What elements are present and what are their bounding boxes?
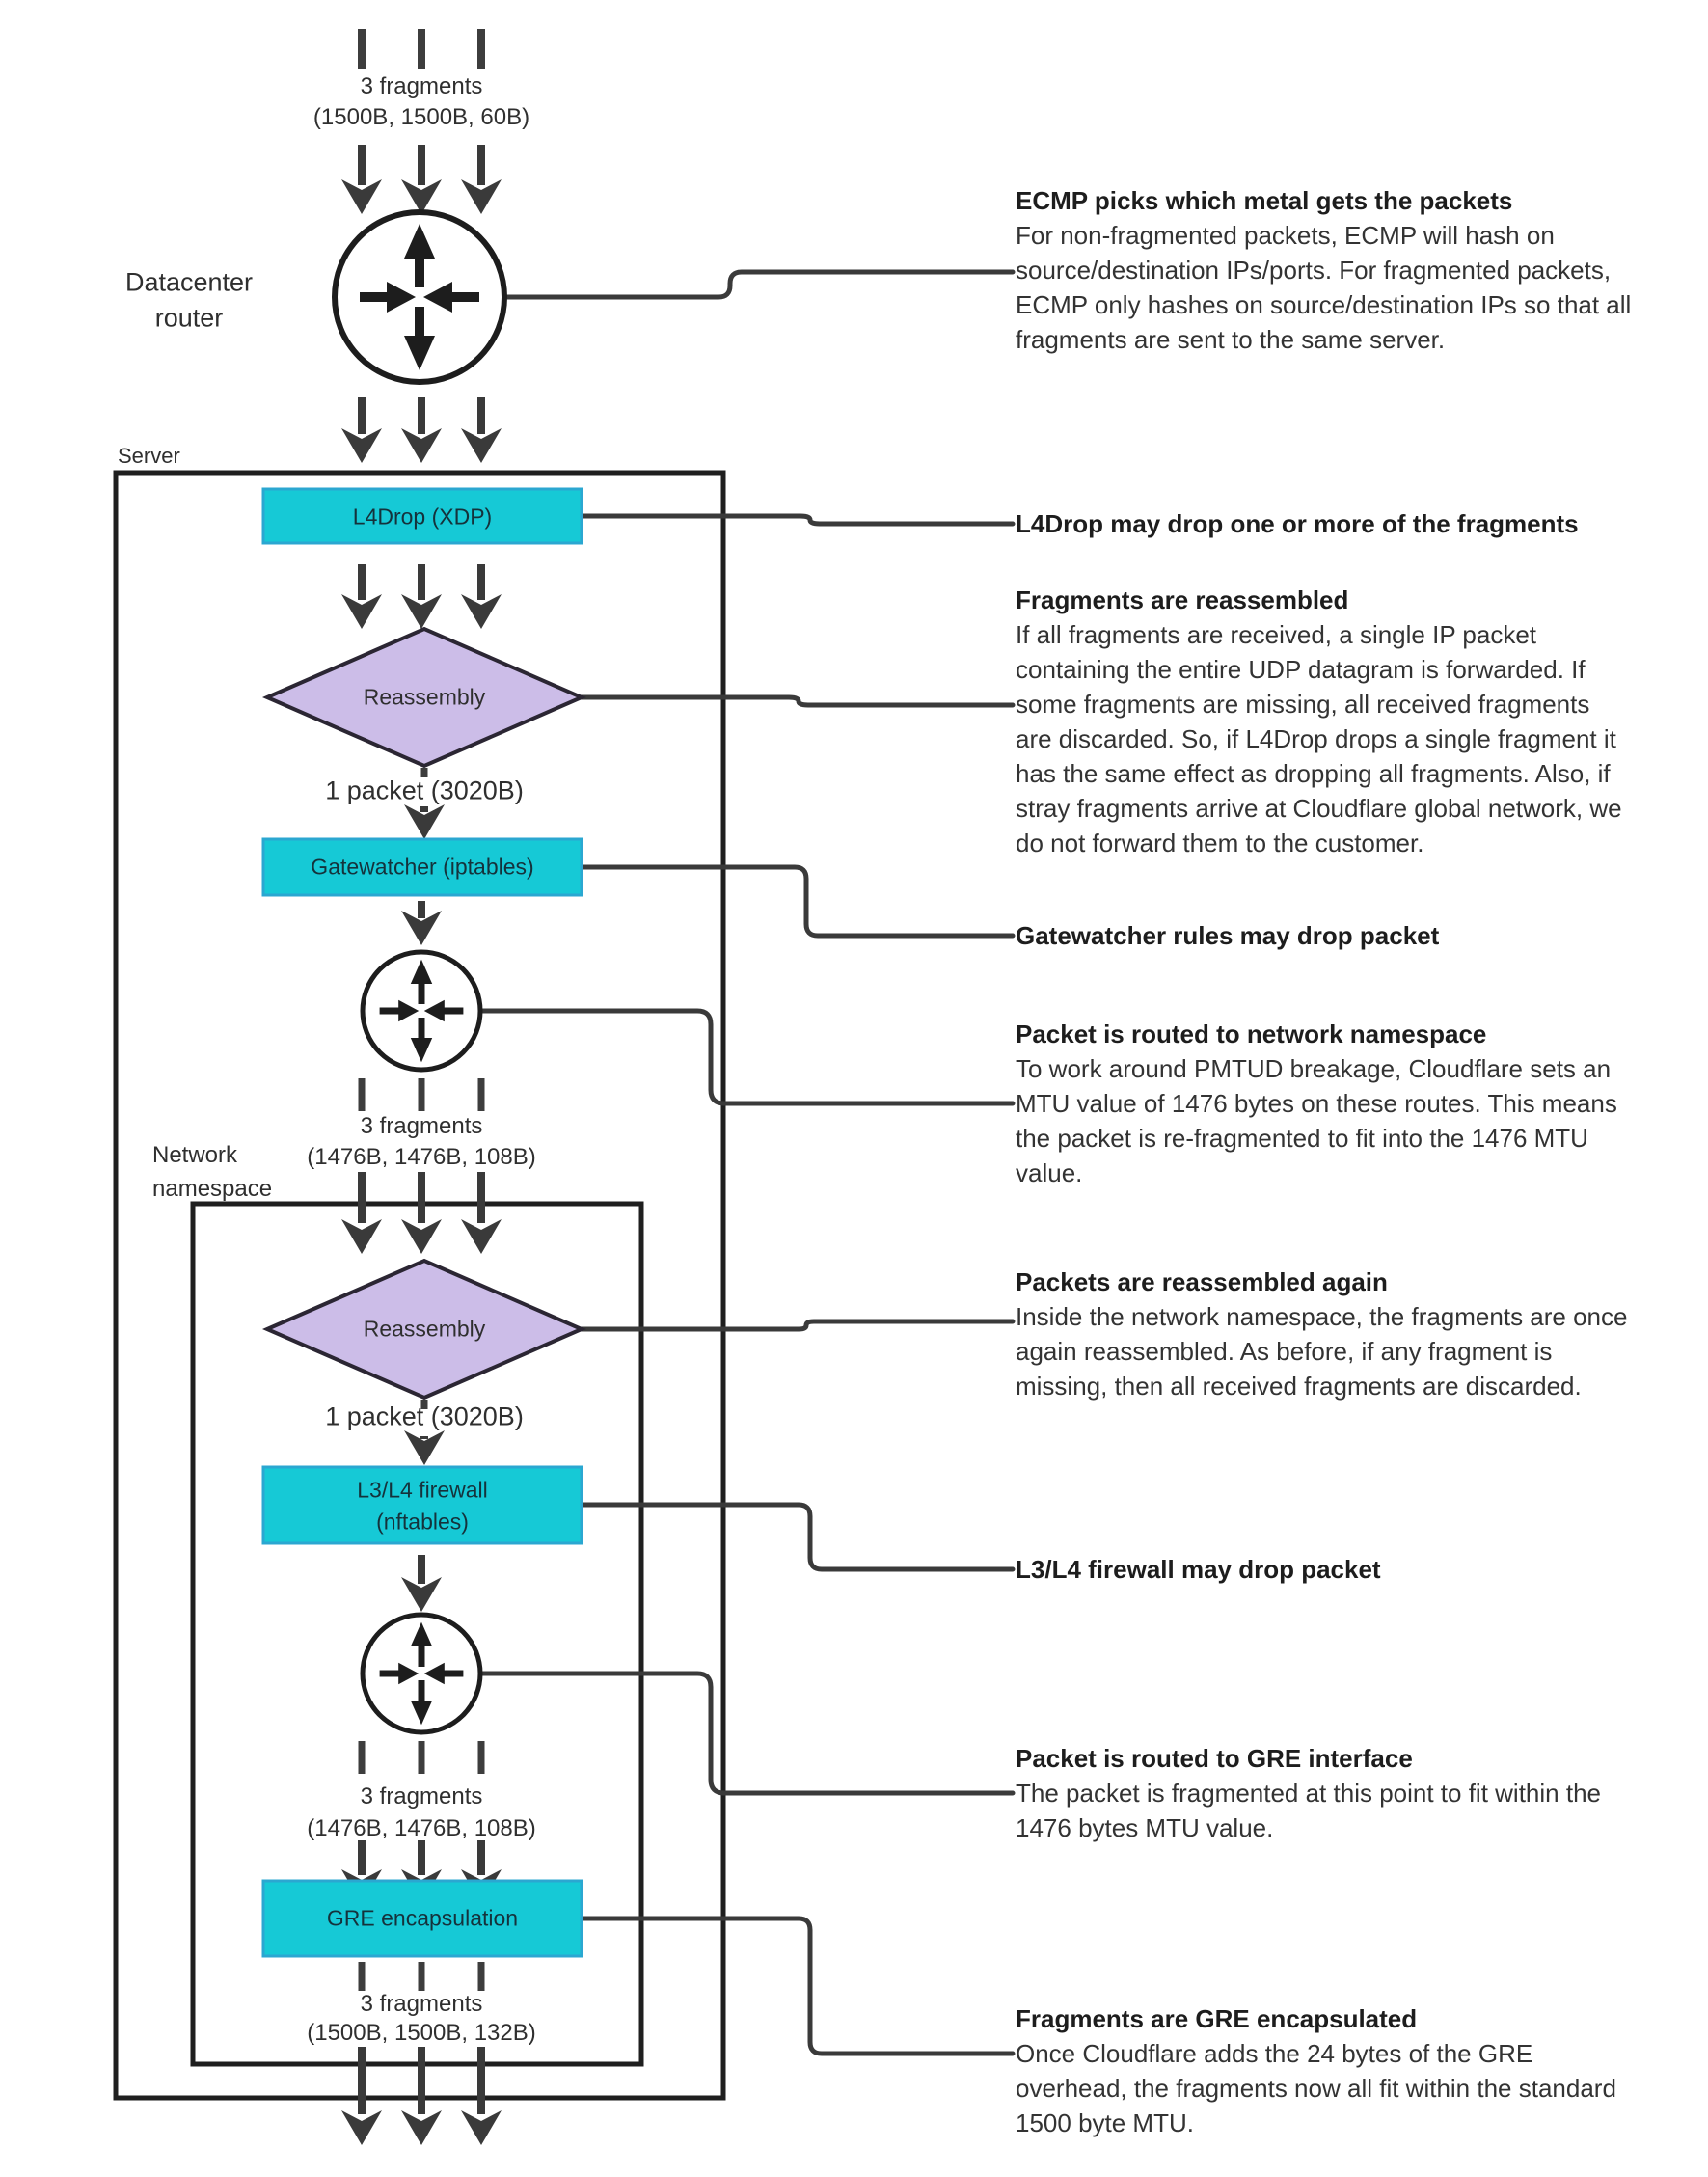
arrows-into-reassembly2 — [341, 1172, 502, 1254]
firewall-label-line1: L3/L4 firewall — [357, 1477, 488, 1503]
reassembly1-label: Reassembly — [363, 684, 486, 710]
annotation-title: Gatewatcher rules may drop packet — [1016, 921, 1440, 950]
annotation-text-line: again reassembled. As before, if any fragment is — [1016, 1337, 1553, 1366]
annotation-routed-namespace — [1016, 1017, 1705, 1190]
arrows-into-reassembly1 — [341, 564, 502, 629]
stage-packet2: 1 packet (3020B) — [325, 1401, 524, 1431]
annotation-title: Fragments are reassembled — [1016, 585, 1349, 614]
annotation-text-line: do not forward them to the customer. — [1016, 829, 1424, 857]
stage-post-gre-count: 3 fragments — [360, 1991, 483, 2017]
annotation-text-line: 1476 bytes MTU value. — [1016, 1813, 1274, 1842]
connector-reassembly2 — [582, 1321, 1013, 1329]
server-label: Server — [118, 444, 180, 468]
router-icon-namespace-route — [363, 952, 480, 1070]
annotation-title: Fragments are GRE encapsulated — [1016, 2004, 1418, 2033]
annotation-text-line: are discarded. So, if L4Drop drops a single fragment it — [1016, 724, 1616, 753]
arrow-into-router2 — [401, 901, 442, 945]
l4drop-label: L4Drop (XDP) — [352, 503, 493, 530]
annotation-text-line: some fragments are missing, all received fragments — [1016, 690, 1590, 719]
annotation-text-line: fragments are sent to the same server. — [1016, 325, 1446, 354]
connector-router3 — [481, 1674, 1013, 1793]
annotation-body — [1016, 1776, 1705, 1845]
stage-pre-gre-sizes: (1476B, 1476B, 108B) — [307, 1815, 536, 1841]
annotation-body — [1016, 2036, 1705, 2140]
arrow-into-firewall — [404, 1430, 445, 1465]
arrow-into-router3 — [401, 1555, 442, 1612]
annotation-text-line: The packet is fragmented at this point to fit within the — [1016, 1779, 1601, 1808]
fragment-lines-post-gre — [362, 1962, 481, 1991]
annotation-text-line: has the same effect as dropping all fragments. Also, if — [1016, 759, 1611, 788]
annotation-gre-encapsulated — [1016, 2001, 1705, 2140]
annotation-text-line: To work around PMTUD breakage, Cloudflare sets an — [1016, 1054, 1612, 1083]
annotation-routed-gre — [1016, 1741, 1705, 1845]
annotation-text-line: source/destination IPs/ports. For fragmented packets, — [1016, 256, 1612, 285]
annotation-ecmp — [1016, 183, 1705, 357]
annotation-body — [1016, 617, 1705, 860]
namespace-label-line2: namespace — [152, 1176, 273, 1202]
gatewatcher-label: Gatewatcher (iptables) — [311, 854, 534, 880]
annotation-reassembled — [1016, 583, 1705, 860]
annotation-text-line: missing, then all received fragments are discarded. — [1016, 1372, 1582, 1401]
connector-l4drop — [582, 516, 1013, 524]
stage-post-gre-sizes: (1500B, 1500B, 132B) — [307, 2020, 536, 2046]
annotation-title: ECMP picks which metal gets the packets — [1016, 186, 1513, 215]
annotation-title: Packet is routed to network namespace — [1016, 1020, 1487, 1048]
annotation-text-line: stray fragments arrive at Cloudflare global network, we — [1016, 794, 1622, 823]
connector-gatewatcher — [582, 867, 1013, 936]
annotation-text-line: For non-fragmented packets, ECMP will hash on — [1016, 221, 1555, 250]
annotation-text-line: value. — [1016, 1158, 1083, 1187]
stage-packet1: 1 packet (3020B) — [325, 776, 524, 805]
annotation-title: L3/L4 firewall may drop packet — [1016, 1555, 1381, 1584]
annotation-text-line: the packet is re-fragmented to fit into the 1476 MTU — [1016, 1124, 1588, 1153]
annotation-text-line: containing the entire UDP datagram is forwarded. If — [1016, 655, 1586, 684]
arrow-into-gatewatcher — [404, 804, 445, 839]
fragment-dashes-top — [362, 29, 481, 69]
router-icon-gre-route — [363, 1615, 480, 1732]
stage-mid-sizes: (1476B, 1476B, 108B) — [307, 1144, 536, 1170]
annotation-text-line: MTU value of 1476 bytes on these routes. This means — [1016, 1089, 1617, 1118]
reassembly2-label: Reassembly — [363, 1316, 486, 1342]
annotation-gatewatcher — [1016, 918, 1705, 953]
connector-ecmp — [504, 272, 1013, 297]
stage-pre-gre-count: 3 fragments — [360, 1783, 483, 1810]
fragment-dashes-mid — [362, 1078, 481, 1111]
arrows-into-server — [341, 397, 502, 463]
annotation-title: Packet is routed to GRE interface — [1016, 1744, 1413, 1773]
connector-reassembly1 — [582, 697, 1013, 705]
connector-gre — [582, 1918, 1013, 2054]
stage-mid-count: 3 fragments — [360, 1113, 483, 1139]
annotation-reassembled-again — [1016, 1265, 1705, 1403]
annotation-text-line: Once Cloudflare adds the 24 bytes of the GRE — [1016, 2039, 1533, 2068]
annotation-l4drop — [1016, 506, 1705, 541]
fragment-dashes-pre-gre — [362, 1741, 481, 1774]
datacenter-router-label-line1: Datacenter — [124, 267, 254, 297]
annotation-title: Packets are reassembled again — [1016, 1267, 1388, 1296]
stage-top-sizes: (1500B, 1500B, 60B) — [312, 104, 530, 130]
router-icon-datacenter — [335, 212, 504, 382]
namespace-label-line1: Network — [152, 1142, 238, 1168]
connector-router2 — [482, 1011, 1013, 1103]
connector-firewall — [582, 1505, 1013, 1569]
annotation-text-line: ECMP only hashes on source/destination IPs so that all — [1016, 290, 1632, 319]
arrows-into-router1 — [341, 145, 502, 214]
annotation-text-line: overhead, the fragments now all fit within the standard — [1016, 2074, 1616, 2103]
annotation-body — [1016, 218, 1705, 357]
annotation-text-line: 1500 byte MTU. — [1016, 2109, 1194, 2137]
firewall-label-line2: (nftables) — [376, 1509, 469, 1535]
annotation-text-line: If all fragments are received, a single IP packet — [1016, 620, 1537, 649]
gre-label: GRE encapsulation — [326, 1905, 519, 1931]
annotation-text-line: Inside the network namespace, the fragments are once — [1016, 1302, 1628, 1331]
annotation-firewall — [1016, 1552, 1705, 1587]
annotation-title: L4Drop may drop one or more of the fragments — [1016, 509, 1579, 538]
annotation-body — [1016, 1299, 1705, 1403]
annotation-body — [1016, 1051, 1705, 1190]
stage-top-count: 3 fragments — [360, 73, 483, 99]
datacenter-router-label-line2: router — [154, 303, 224, 333]
arrows-exit-server — [341, 2047, 502, 2145]
